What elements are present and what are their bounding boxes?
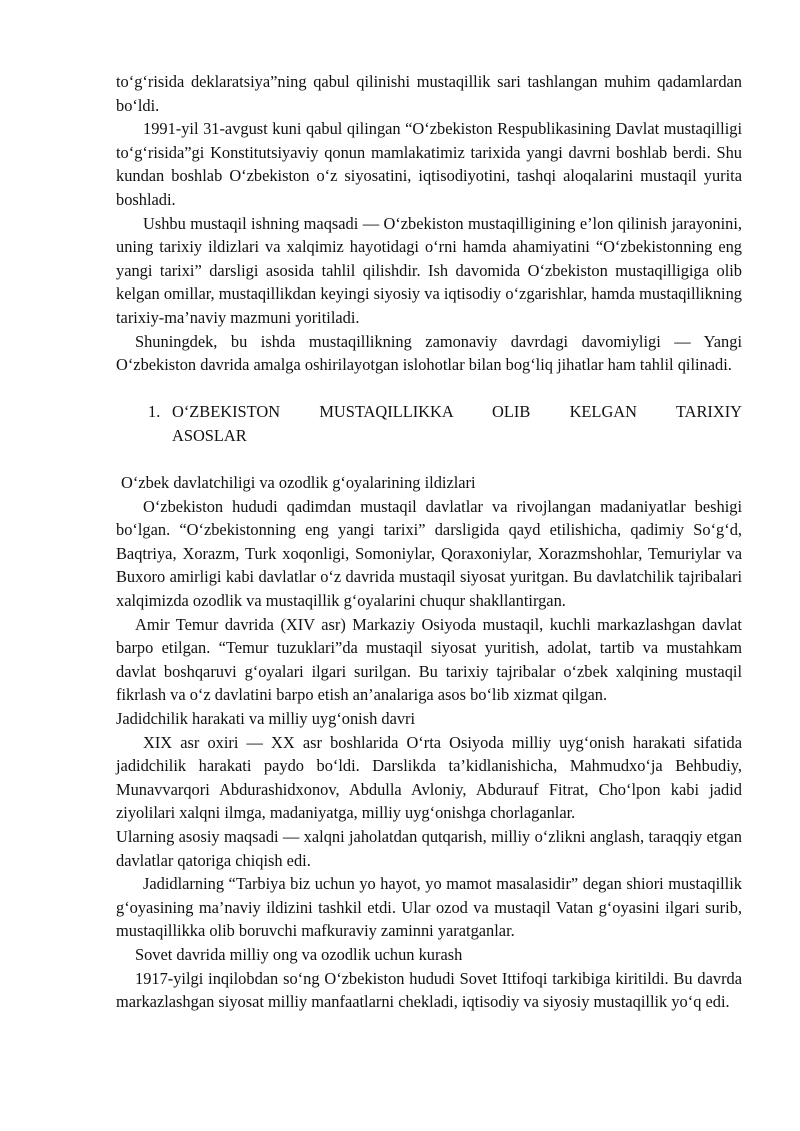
paragraph-modern-period: Shuningdek, bu ishda mustaqillikning zamonaviy davrdagi davomiyligi — Yangi O‘zbekiston davrida amalga oshirilayotgan islohotlar bilan bog‘liq jihatlar ham tahlil qilinadi. bbox=[116, 331, 742, 375]
section-heading bbox=[148, 400, 742, 447]
section-title-line2: ASOSLAR bbox=[172, 425, 247, 445]
paragraph-ancient-states: O‘zbekiston hududi qadimdan mustaqil davlatlar va rivojlangan madaniyatlar beshigi bo‘lgan. “O‘zbekistonning eng yangi tarixi” darsligida qayd etilishicha, qadimiy So‘g‘d, Baqtriya, Xorazm, Turk xoqonligi, Somoniylar, Qoraxoniylar, Xorazmshohlar, Temuriylar va Buxoro amirligi kabi davlatlar o‘z davrida mustaqil siyosat yuritgan. Bu davlatchilik tajribalari xalqimizda ozodlik va mustaqillik g‘oyalarini chuqur shakllantirgan. bbox=[116, 496, 742, 611]
subheading-jadid-movement: Jadidchilik harakati va milliy uyg‘onish davri bbox=[116, 709, 416, 729]
document-page bbox=[116, 70, 742, 1014]
section-number: 1. bbox=[148, 402, 161, 422]
paragraph-purpose: Ushbu mustaqil ishning maqsadi — O‘zbekiston mustaqilligining e’lon qilinish jarayonini, uning tarixiy ildizlari va xalqimiz hayotidagi o‘rni hamda ahamiyatini “O‘zbekistonning eng yangi tarixi” darsligi asosida tahlil qilishdir. Ish davomida O‘zbekiston mustaqilligiga olib kelgan omillar, mustaqillikdan keyingi siyosiy va iqtisodiy o‘zgarishlar, hamda mustaqillikning tarixiy-ma’naviy mazmuni yoritiladi. bbox=[116, 213, 742, 327]
paragraph-constitutional-law: 1991-yil 31-avgust kuni qabul qilingan “O‘zbekiston Respublikasining Davlat mustaqilligi to‘g‘risida”gi Konstitutsiyaviy qonun mamlakatimiz tarixida yangi davrni boshlab berdi. Shu kundan boshlab O‘zbekiston o‘z siyosatini, iqtisodiyotini, tashqi aloqalarini mustaqil yurita boshladi. bbox=[116, 119, 742, 209]
subheading-statehood-roots: O‘zbek davlatchiligi va ozodlik g‘oyalarining ildizlari bbox=[121, 473, 476, 493]
spacer bbox=[116, 377, 742, 401]
section-title-line1: O‘ZBEKISTON MUSTAQILLIKKA OLIB KELGAN TARIXIY bbox=[172, 402, 742, 422]
paragraph-jadids: XIX asr oxiri — XX asr boshlarida O‘rta Osiyoda milliy uyg‘onish harakati sifatida jadidchilik harakati paydo bo‘ldi. Darslikda ta’kidlanishicha, Mahmudxo‘ja Behbudiy, Munavvarqori Abdurashidxonov, Abdulla Avloniy, Abdurauf Fitrat, Cho‘lpon kabi jadid ziyolilari xalqni ilmga, madaniyatga, milliy uyg‘onishga chorlaganlar. bbox=[116, 732, 742, 823]
subheading-soviet-period: Sovet davrida milliy ong va ozodlik uchun kurash bbox=[135, 944, 463, 964]
spacer bbox=[116, 448, 742, 472]
paragraph-intro-continuation: to‘g‘risida deklaratsiya”ning qabul qilinishi mustaqillik sari tashlangan muhim qadamlardan bo‘ldi. bbox=[116, 72, 742, 115]
paragraph-soviet-era: 1917-yilgi inqilobdan so‘ng O‘zbekiston hududi Sovet Ittifoqi tarkibiga kiritildi. Bu davrda markazlashgan siyosat milliy manfaatlarni chekladi, iqtisodiy va siyosiy mustaqillik yo‘q edi. bbox=[116, 968, 742, 1012]
paragraph-jadid-goals: Ularning asosiy maqsadi — xalqni jaholatdan qutqarish, milliy o‘zlikni anglash, taraqqiy etgan davlatlar qatoriga chiqish edi. bbox=[116, 827, 742, 870]
paragraph-jadid-slogan: Jadidlarning “Tarbiya biz uchun yo hayot, yo mamot masalasidir” degan shiori mustaqillik g‘oyasining ma’naviy ildizini tashkil etdi. Ular ozod va mustaqil Vatan g‘oyasini ilgari surib, mustaqillikka olib boruvchi mafkuraviy zaminni yaratganlar. bbox=[116, 874, 742, 941]
paragraph-amir-temur: Amir Temur davrida (XIV asr) Markaziy Osiyoda mustaqil, kuchli markazlashgan davlat barpo etilgan. “Temur tuzuklari”da mustaqil siyosat yuritish, adolat, tartib va mustahkam davlat boshqaruvi g‘oyalari ilgari surilgan. Bu tarixiy tajribalar o‘zbek xalqining mustaqil fikrlash va o‘z davlatini barpo etish an’analariga asos bo‘lib xizmat qilgan. bbox=[116, 614, 742, 705]
